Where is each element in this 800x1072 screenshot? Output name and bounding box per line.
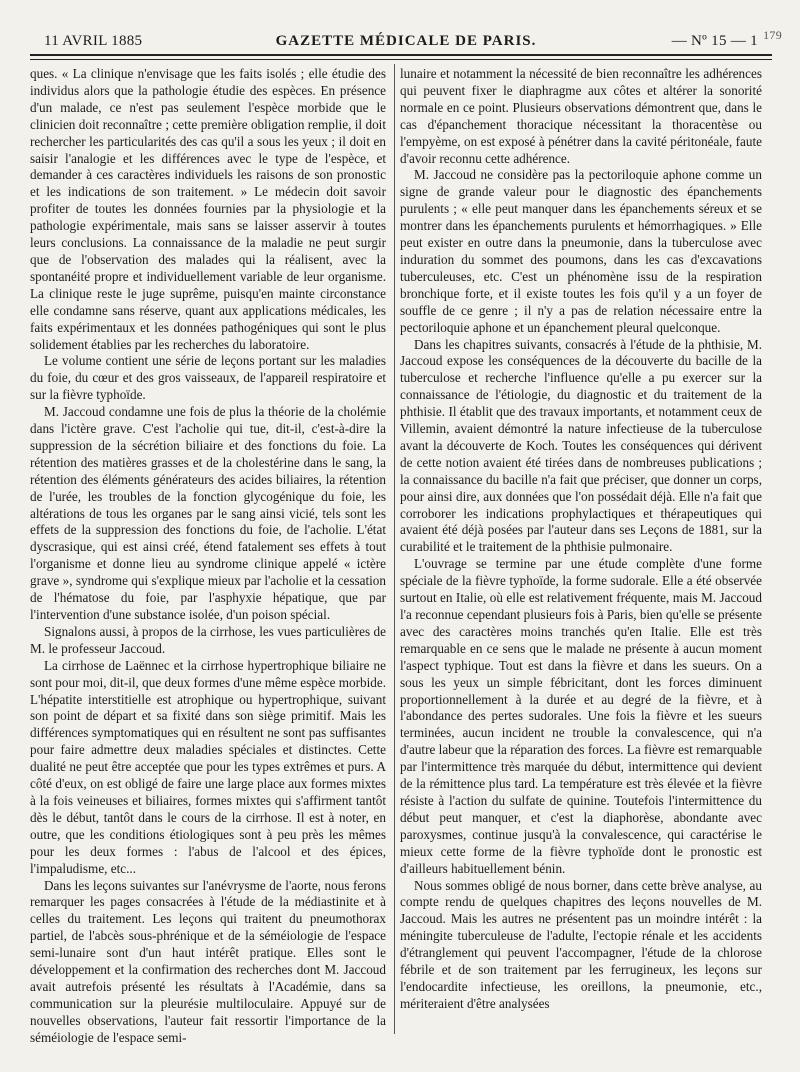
journal-title: GAZETTE MÉDICALE DE PARIS. [275,33,537,49]
header-rule-thin [30,59,772,60]
paragraph: Nous sommes obligé de nous borner, dans cette brève analyse, au compte rendu de quelques chapitres des leçons nouvelles de M. Jaccoud. Mais les autres ne présentent pas un moindre intérêt : la méningite tuberculeuse de l'adulte, l'ectopie rénale et les accidents d'étranglement qui peuvent l'accompagner, l'étude de la chlorose fébrile et de son traitement par les ferrugineux, les leçons sur l'endocardite infectieuse, les oreillons, la pneumonie, etc., mériteraient d'être analysées [400,877,762,1011]
left-column [30,66,386,1047]
column-divider [394,64,395,1034]
right-column [400,66,762,1013]
paragraph: Dans les leçons suivantes sur l'anévrysme de l'aorte, nous ferons remarquer les pages consacrées à l'étude de la médiastinite et à celles du traitement. Les leçons qui traitent du pneumothorax partiel, de l'abcès sous-phrénique et de la séméiologie de l'espace semi-lunaire sont d'un haut intérêt pratique. Elles sont le développement et la confirmation des recherches dont M. Jaccoud avait autrefois présenté les résultats à l'Académie, dans sa communication sur la pleurésie multiloculaire. Appuyé sur de nouvelles observations, l'auteur fait ressortir l'importance de la séméiologie de l'espace semi- [30,877,386,1045]
page-number: 179 [763,28,782,42]
paragraph: ques. « La clinique n'envisage que les faits isolés ; elle étudie des individus alors que la pathologie étudie des espèces. En présence d'un malade, ce n'est pas seulement l'espèce morbide que le clinicien doit reconnaître ; cette première obligation remplie, il doit rechercher les particularités des cas qu'il a sous les yeux ; il doit en saisir l'analogie et les différences avec le type de l'espèce, et demander à ces caractères individuels les raisons de son pronostic et les indications de son traitement. » Le médecin doit savoir profiter de toutes les données fournies par la physiologie et la pathologie expérimentale, mais sans se laisser asservir à toutes leurs conclusions. La connaissance de la maladie ne peut surgir que de l'observation des malades qui la réalisent, avec la spontanéité propre et individuellement variable de leur organisme. La clinique reste le juge suprême, puisqu'en mainte circonstance elle condamne sans réserve, quant aux applications médicales, les faits expérimentaux et les données pathogéniques qui sont le plus solidement établies par les recherches du laboratoire. [30,66,386,352]
paragraph: M. Jaccoud condamne une fois de plus la théorie de la cholémie dans l'ictère grave. C'est l'acholie qui tue, dit-il, c'est-à-dire la suppression de la sécrétion biliaire et des fonctions du foie. La rétention des matières grasses et de la cholestérine dans le sang, la rétention des éléments générateurs des acides biliaires, la rétention de l'urée, les troubles de la fonction glycogénique du foie, les altérations de tous les organes par le sang ainsi vicié, tels sont les effets de la suppression des fonctions du foie, de l'acholie. L'état dyscrasique, qui est ainsi créé, étend fatalement ses effets à tout l'organisme et donne lieu au syndrome clinique appelé « ictère grave », syndrome qui s'explique mieux par l'acholie et la cessation de l'hématose du foie, par l'asphyxie hépatique, que par l'intervention d'une substance isolée, d'un poison spécial. [30,404,386,622]
header-rule-thick [30,54,772,56]
paragraph: M. Jaccoud ne considère pas la pectoriloquie aphone comme un signe de grande valeur pour le diagnostic des épanchements purulents ; « elle peut manquer dans les épanchements séreux et se montrer dans les épanchements purulents et hémorrhagiques. » Elle peut exister en outre dans la pneumonie, dans la tuberculose avec induration du sommet des poumons, dans les cas d'excavations tuberculeuses, etc. C'est un phénomène issu de la respiration bronchique forte, et il existe toutes les fois qu'il y a un foyer de souffle de ce genre ; il n'y a pas de relation nécessaire entre la pectoriloquie aphone et un épanchement pleural quelconque. [400,167,762,335]
paragraph: Dans les chapitres suivants, consacrés à l'étude de la phthisie, M. Jaccoud expose les conséquences de la découverte du bacille de la tuberculose et recherche l'influence qu'elle a pu exercer sur la connaissance de l'étiologie, du diagnostic et du traitement de la phthisie. Il établit que des travaux importants, et notamment ceux de Villemin, avaient démontré la nature infectieuse de la tuberculose avant la découverte de Koch. Toutes les conséquences qui dérivent de cette notion avaient été tirées dans de nombreuses publications ; la connaissance du bacille n'a fait que préciser, que donner un corps, pour ainsi dire, aux données que l'on possédait déjà. Elle n'a fait que corroborer les indications prophylactiques et thérapeutiques qui avaient été déjà posées par l'auteur dans ses Leçons de 1881, sur la curabilité et le traitement de la phthisie pulmonaire. [400,336,762,555]
paragraph: Signalons aussi, à propos de la cirrhose, les vues particulières de M. le professeur Jaccoud. [30,623,386,656]
issue-date: 11 AVRIL 1885 [44,33,143,49]
paragraph: Le volume contient une série de leçons portant sur les maladies du foie, du cœur et des gros vaisseaux, de l'appareil respiratoire et sur la fièvre typhoïde. [30,353,386,403]
issue-number: — Nº 15 — 1 [671,33,758,49]
paragraph: L'ouvrage se termine par une étude complète d'une forme spéciale de la fièvre typhoïde, la forme sudorale. Elle a été observée surtout en Italie, où elle est relativement fréquente, mais M. Jaccoud l'a reconnue cependant plusieurs fois à Paris, bien qu'elle se présente avec des caractères moins tranchés qu'en Italie. Elle est très remarquable en ce sens que le malade ne présente à aucun moment l'aspect typhique. Tout est dans la fièvre et dans les sueurs. On a sous les yeux un simple fébricitant, dont les forces diminuent proportionnellement à la durée et au degré de la fièvre, et à l'abondance des pertes sudorales. Une fois la fièvre et les sueurs terminées, aucun incident ne trouble la convalescence, qui n'a d'autre labeur que la réparation des forces. La fièvre est remarquable par l'intermittence très marquée du début, intermittence qui devient de la rémittence plus tard. La température est très élevée et la fièvre résiste à l'action du sulfate de quinine. Toutefois l'intermittence du début peut manquer, et c'est la diaphorèse, abondante avec paroxysmes, continue jusqu'à la convalescence, qui caractérise le mieux cette forme de la fièvre typhoïde dont le pronostic est d'ailleurs habituellement bénin. [400,556,762,876]
paragraph: La cirrhose de Laënnec et la cirrhose hypertrophique biliaire ne sont pour moi, dit-il, que deux formes d'une même espèce morbide. L'hépatite interstitielle est atrophique ou hypertrophique, suivant son point de départ et sa fixité dans son siège primitif. Mais les différences symptomatiques qui en résultent ne sont pas suffisantes pour faire admettre deux maladies spéciales et distinctes. Cette dualité ne peut être acceptée que pour les types extrêmes et purs. A côté d'eux, on est obligé de faire une large place aux formes mixtes à la fois veineuses et biliaires, formes mixtes qui s'affirment tantôt dès le début, tantôt dans le cours de la cirrhose. Il est à noter, en outre, que les conditions étiologiques sont à peu près les mêmes pour les deux formes : l'abus de l'alcool et des épices, l'impaludisme, etc... [30,657,386,876]
page-header [30,30,782,54]
paragraph: lunaire et notamment la nécessité de bien reconnaître les adhérences qui peuvent fixer le diaphragme aux côtes et altérer la sonorité normale en ce point. Plusieurs observations démontrent que, dans le cas d'épanchement thoracique nécessitant la thoracentèse ou l'empyème, on est exposé à pénétrer dans la cavité péritonéale, faute d'avoir reconnu cette adhérence. [400,66,762,166]
